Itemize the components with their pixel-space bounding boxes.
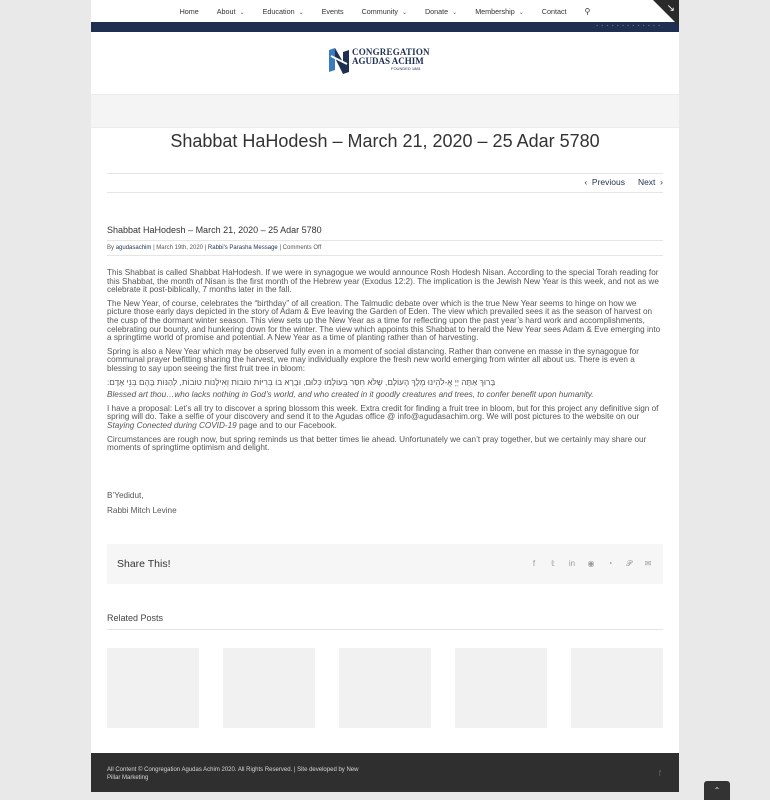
chevron-down-icon: ⌄ <box>239 9 245 16</box>
facebook-icon[interactable]: f <box>658 769 661 778</box>
related-posts-grid <box>107 648 663 728</box>
chevron-right-icon: › <box>660 177 663 187</box>
nav-item-label: Community <box>361 6 398 16</box>
meta-separator: | <box>279 245 281 251</box>
meta-separator: | <box>204 245 207 251</box>
reddit-icon[interactable]: ◉ <box>587 559 595 568</box>
covid-page-link[interactable]: Staying Conected during COVID-19 <box>107 420 237 430</box>
post-date: March 19th, 2020 <box>156 245 203 251</box>
proposal-paragraph <box>107 405 663 431</box>
nav-item-events[interactable] <box>313 7 353 16</box>
site-footer <box>91 753 679 792</box>
twitter-icon[interactable]: 𝕥 <box>551 559 555 568</box>
post-meta <box>107 240 663 256</box>
share-title: Share This! <box>117 558 171 570</box>
related-post-tile[interactable] <box>107 648 199 728</box>
nav-item-label: Education <box>262 6 295 16</box>
email-icon[interactable]: ✉ <box>644 559 652 568</box>
related-posts-title: Related Posts <box>107 613 164 623</box>
proposal-text: I have a proposal: Let’s all try to discover a spring blossom this week. Extra credit for finding a fruit tree in bloom, but for this project any definitive sign of spring will do. Take a selfie of your discovery and send it to the Agudas office @ info@agudasachim.org. We will post pictures to the website on our <box>107 403 659 422</box>
category-link[interactable]: Rabbi's Parasha Message <box>207 245 278 251</box>
nav-item-donate[interactable] <box>416 7 466 16</box>
closing-paragraph: Circumstances are rough now, but spring reminds us that better times lie ahead. Unfortunately we can’t pray together, but we certainly may share our moments of springtime optimism and delight. <box>107 434 647 453</box>
nav-item-label: Contact <box>541 6 567 16</box>
nav-item-label: Home <box>179 6 199 16</box>
page-title-band <box>91 94 679 128</box>
back-to-top-button[interactable]: ⌃ <box>704 781 730 800</box>
logo-emblem-icon <box>327 44 351 76</box>
signature-block <box>107 488 177 518</box>
page-container <box>91 0 679 792</box>
chevron-down-icon: ⌄ <box>401 9 407 16</box>
nav-item-home[interactable] <box>171 7 208 16</box>
linkedin-icon[interactable]: in <box>568 559 576 568</box>
paragraph: The New Year, of course, celebrates the “birthday” of all creation. The Talmudic debate over which is the true New Year seems to hinge on how we picture those early days depicted in the story of Adam & Eve leaving the Garden of Eden. The view which prevailed sees it as the season of harvest on the cusp of the dormant winter season. This view sets up the New Year as a time for reflecting upon the past year’s hard work and accomplishments, celebrating our bounty, and hunkering down for the winter. The view which appoints this Shabbat to herald the New Year sees Adam & Eve emerging into a springtime world of promise and potential. A New Year as a time of planting rather than of harvesting. <box>107 298 661 343</box>
nav-item-label: Membership <box>475 6 515 16</box>
paragraph: Spring is also a New Year which may be observed fully even in a moment of social distancing. Rather than convene en masse in the synagogue for communal prayer befitting sharing the harvest, we may individually explore the fresh new world emerging from winter all about us. There is even a blessing to say upon seeing the first fruit tree in bloom: <box>107 346 640 373</box>
related-post-tile[interactable] <box>571 648 663 728</box>
nav-item-label: Donate <box>424 6 449 16</box>
logo-line-1: CONGREGATION <box>352 47 430 57</box>
post-navigation <box>107 173 663 193</box>
signoff: B’Yedidut, <box>107 491 144 500</box>
signature: Rabbi Mitch Levine <box>107 506 177 515</box>
nav-item-about[interactable] <box>208 7 254 16</box>
site-logo[interactable] <box>327 44 445 78</box>
blessing-translation: Blessed art thou…who lacks nothing in God’s world, and who created in it goodly creatures and trees, to confer benefit upon humanity. <box>107 390 594 400</box>
proposal-text-end: page and to our Facebook. <box>236 420 337 430</box>
previous-post-link[interactable] <box>584 177 625 187</box>
related-post-tile[interactable] <box>339 648 431 728</box>
facebook-icon[interactable]: f <box>532 559 536 568</box>
whatsapp-icon[interactable]: ◔ <box>607 559 613 568</box>
footer-copyright: All Content © Congregation Agudas Achim 2020. All Rights Reserved. | Site developed by New Pillar Marketing <box>107 767 359 781</box>
nav-item-membership[interactable] <box>466 7 533 16</box>
logo-line-2: AGUDAS ACHIM <box>352 56 424 66</box>
author-link[interactable]: agudasachim <box>115 245 152 251</box>
logo-line-3: FOUNDED 1881 <box>391 66 421 71</box>
main-navigation <box>91 0 679 22</box>
previous-label: Previous <box>591 177 625 187</box>
nav-item-education[interactable] <box>254 7 313 16</box>
hebrew-blessing: בָּרוּךְ אַתָּה יְיָ אֱ-לֹהֵינוּ מֶלֶךְ הָעוֹלָם, שֶׁלֹּא חִסַּר בְּעוֹלָמוֹ כְּלוּם, וּבָרָא בוֹ בְּרִיּוֹת טוֹבוֹת וְאִילָנוֹת טוֹבוֹת, לְהַנּוֹת בָּהֶם בְּנֵי אָדָם: <box>107 377 496 387</box>
nav-item-label: About <box>216 6 236 16</box>
chevron-down-icon: ⌄ <box>518 9 524 16</box>
paragraph: This Shabbat is called Shabbat HaHodesh. If we were in synagogue we would announce Rosh Hodesh Nisan. According to the special Torah reading for this Shabbat, the month of Nisan is the first month of the Hebrew year (Exodus 12:2). The implication is the Jewish New Year is this week, and not as we celebrate it post-biblically, 7 months later in the fall. <box>107 268 659 295</box>
related-post-tile[interactable] <box>223 648 315 728</box>
post-content <box>107 269 663 458</box>
related-post-tile[interactable] <box>455 648 547 728</box>
nav-item-community[interactable] <box>353 7 416 16</box>
nav-item-contact[interactable] <box>533 7 576 16</box>
corner-toggle[interactable] <box>653 0 679 26</box>
pinterest-icon[interactable]: 𝒫 <box>626 559 632 568</box>
chevron-down-icon: ⌄ <box>452 9 458 16</box>
page-title: Shabbat HaHodesh – March 21, 2020 – 25 Adar 5780 <box>170 131 600 151</box>
top-bar: ▪ ▪ ▪ ▪ ▪ ▪ ▪ ▪ ▪ ▪ ▪ ▪ ▪ <box>91 22 679 32</box>
chevron-left-icon: ‹ <box>584 177 588 187</box>
next-post-link[interactable] <box>638 177 663 187</box>
share-icons <box>529 559 653 569</box>
search-icon[interactable]: ⚲ <box>584 6 591 16</box>
divider <box>107 629 663 630</box>
next-label: Next <box>637 177 656 187</box>
post-heading: Shabbat HaHodesh – March 21, 2020 – 25 Adar 5780 <box>107 225 322 235</box>
nav-item-label: Events <box>321 6 344 16</box>
share-box <box>107 544 663 584</box>
meta-separator: | <box>153 245 155 251</box>
chevron-down-icon: ⌄ <box>298 9 304 16</box>
expand-icon: ↘ <box>666 3 675 14</box>
comments-status: Comments Off <box>282 245 322 251</box>
meta-by: By <box>107 245 115 251</box>
